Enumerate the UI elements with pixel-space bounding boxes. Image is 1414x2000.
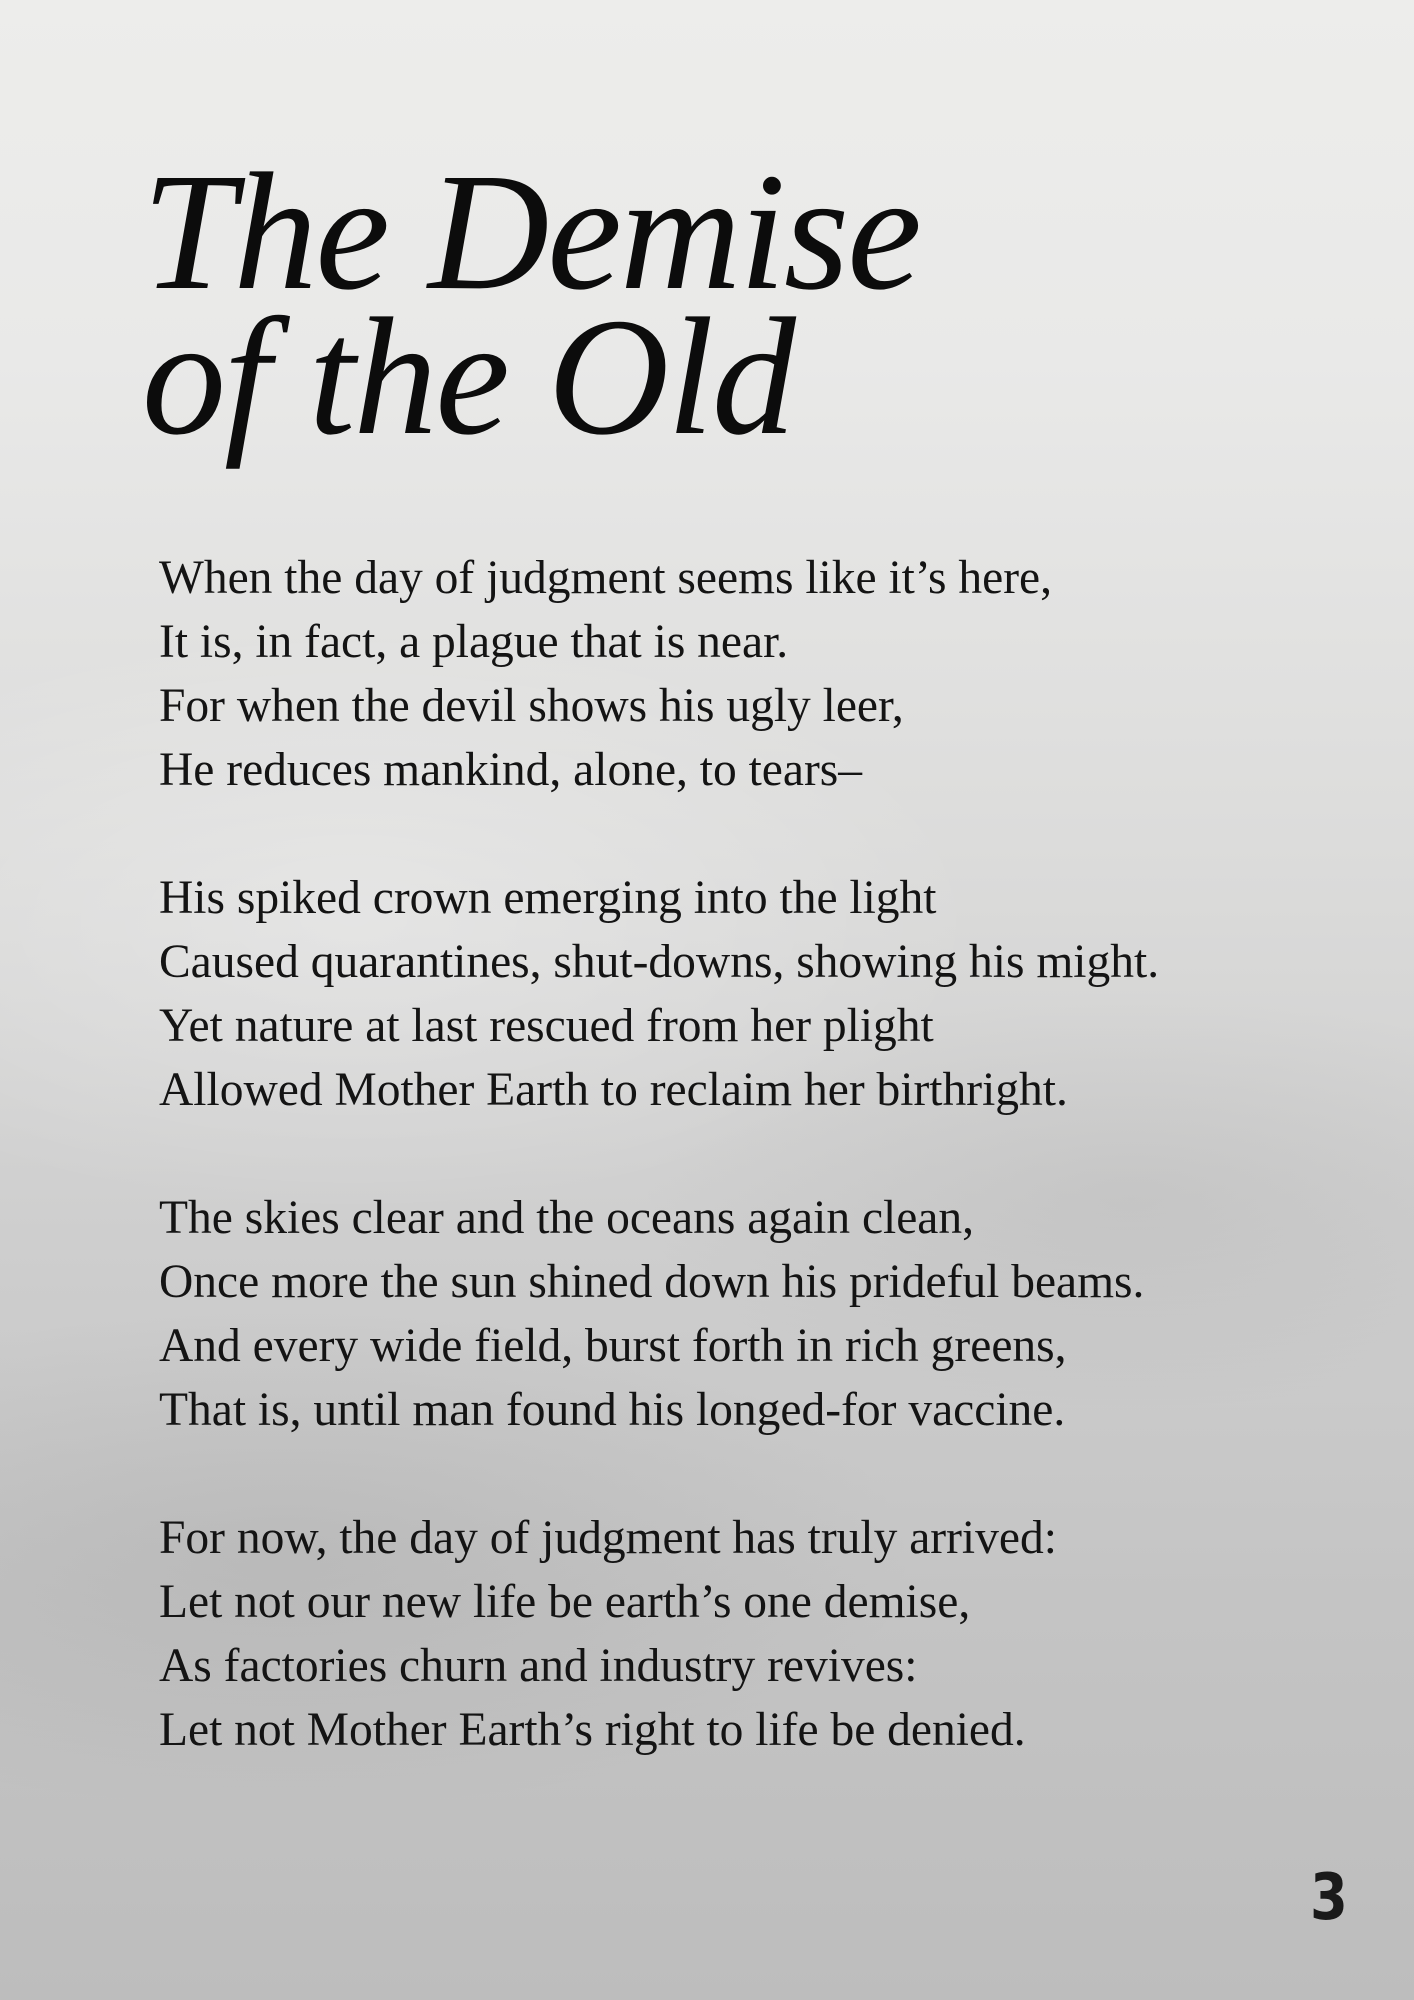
poem-line: The skies clear and the oceans again clean, — [159, 1192, 975, 1244]
poem-title — [142, 139, 920, 470]
poem-title-line-1: The Demise — [142, 139, 920, 325]
poem-line: He reduces mankind, alone, to tears– — [159, 744, 863, 796]
poem-line: That is, until man found his longed-for vaccine. — [159, 1384, 1066, 1436]
stanza-4 — [159, 1506, 1339, 1762]
poem-line: Let not Mother Earth’s right to life be denied. — [159, 1704, 1026, 1756]
poem-line: For when the devil shows his ugly leer, — [159, 680, 904, 732]
poem-body — [159, 546, 1339, 1826]
poem-line: As factories churn and industry revives: — [159, 1640, 918, 1692]
poem-line: Let not our new life be earth’s one demise, — [159, 1576, 971, 1628]
poem-line: His spiked crown emerging into the light — [159, 872, 937, 924]
poem-line: And every wide field, burst forth in rich greens, — [159, 1320, 1067, 1372]
poem-line: It is, in fact, a plague that is near. — [159, 616, 789, 668]
poem-line: For now, the day of judgment has truly arrived: — [159, 1512, 1057, 1564]
poem-line: Yet nature at last rescued from her plight — [159, 1000, 934, 1052]
poem-line: When the day of judgment seems like it’s here, — [159, 552, 1053, 604]
poem-title-line-2: of the Old — [142, 284, 794, 470]
page-number: 3 — [1310, 1861, 1348, 1935]
poem-line: Once more the sun shined down his prideful beams. — [159, 1256, 1145, 1308]
stanza-1 — [159, 546, 1339, 802]
stanza-3 — [159, 1186, 1339, 1442]
stanza-2 — [159, 866, 1339, 1122]
poem-line: Allowed Mother Earth to reclaim her birthright. — [159, 1064, 1068, 1116]
poem-line: Caused quarantines, shut-downs, showing his might. — [159, 936, 1160, 988]
